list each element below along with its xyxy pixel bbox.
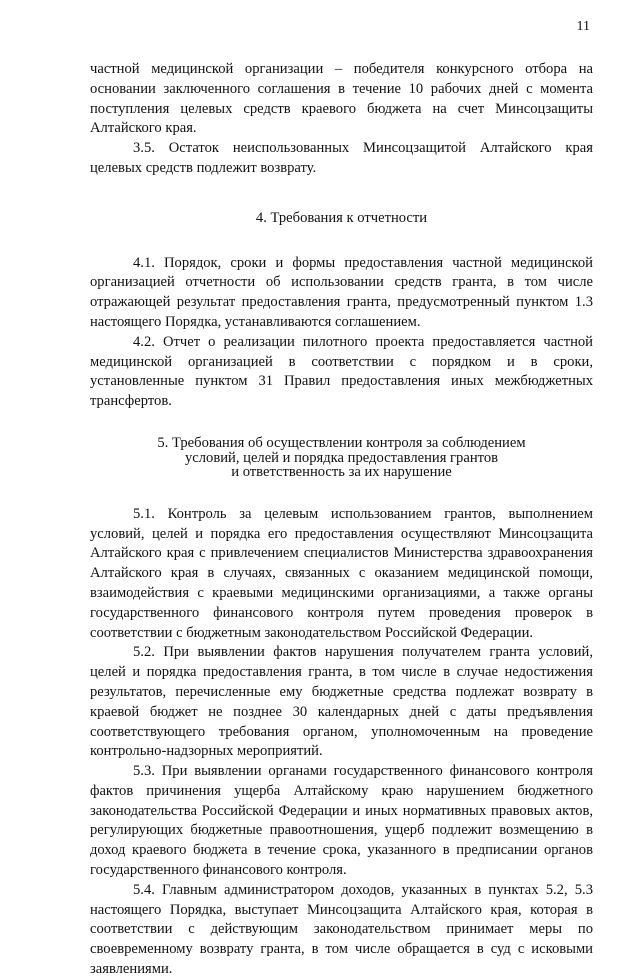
section-5-heading: [90, 436, 593, 480]
section-5-heading-line-2: условий, целей и порядка предоставления грантов: [184, 449, 499, 466]
paragraph-5-4: 5.4. Главным администратором доходов, указанных в пунктах 5.2, 5.3 настоящего Порядка, выступает Минсоцзащита Алтайского края, которая в соответствии с действующим законодательством принимает меры по своевременному возврату гранта, в том числе обращается в суд с исковыми заявлениями.: [90, 881, 593, 978]
paragraph-3-5: 3.5. Остаток неиспользованных Минсоцзащитой Алтайского края целевых средств подлежит возврату.: [90, 140, 593, 176]
paragraph-5-2: 5.2. При выявлении фактов нарушения получателем гранта условий, целей и порядка предоставления гранта, в том числе в случае недостижения результатов, перечисленные ему бюджетные средства подлежат возврату в краевой бюджет не позднее 30 календарных дней с даты предъявления соответствующего требования органом, уполномоченным на проведение контрольно-надзорных мероприятий.: [90, 644, 593, 760]
document-body: [90, 60, 593, 980]
section-4-heading: 4. Требования к отчетности: [255, 209, 428, 226]
paragraph-4-2: 4.2. Отчет о реализации пилотного проекта предоставляется частной медицинской организацией в соответствии с порядком и в сроки, установленные пунктом 31 Правил предоставления иных межбюджетных трансфертов.: [90, 333, 593, 410]
paragraph-4-1: 4.1. Порядок, сроки и формы предоставления частной медицинской организацией отчетности об использовании средств гранта, в том числе отражающей результат предоставления гранта, предусмотренный пунктом 1.3 настоящего Порядка, устанавливаются соглашением.: [90, 254, 593, 330]
section-5-heading-line-3: и ответственность за их нарушение: [231, 464, 452, 481]
page-number: 11: [576, 19, 590, 34]
section-5-heading-line-1: 5. Требования об осуществлении контроля за соблюдением: [157, 434, 526, 451]
paragraph-5-1: 5.1. Контроль за целевым использованием грантов, выполнением условий, целей и порядка его предоставления осуществляют Минсоцзащита Алтайского края с привлечением специалистов Министерства здравоохранения Алтайского края в случаях, связанных с оказанием медицинской помощи, взаимодействия с краевыми медицинскими организациями, а также органы государственного финансового контроля путем проведения проверок в соответствии с бюджетным законодательством Российской Федерации.: [90, 505, 593, 641]
paragraph-3-4-continuation: частной медицинской организации – победителя конкурсного отбора на основании заключенного соглашения в течение 10 рабочих дней с момента поступления целевых средств краевого бюджета на счет Минсоцзащиты Алтайского края.: [90, 61, 593, 137]
paragraph-5-3: 5.3. При выявлении органами государственного финансового контроля фактов причинения ущерба Алтайскому краю нарушением бюджетного законодательства Российской Федерации и иных нормативных правовых актов, регулирующих бюджетные правоотношения, ущерб подлежит возмещению в доход краевого бюджета в течение срока, указанного в предписании органов государственного финансового контроля.: [90, 763, 593, 879]
